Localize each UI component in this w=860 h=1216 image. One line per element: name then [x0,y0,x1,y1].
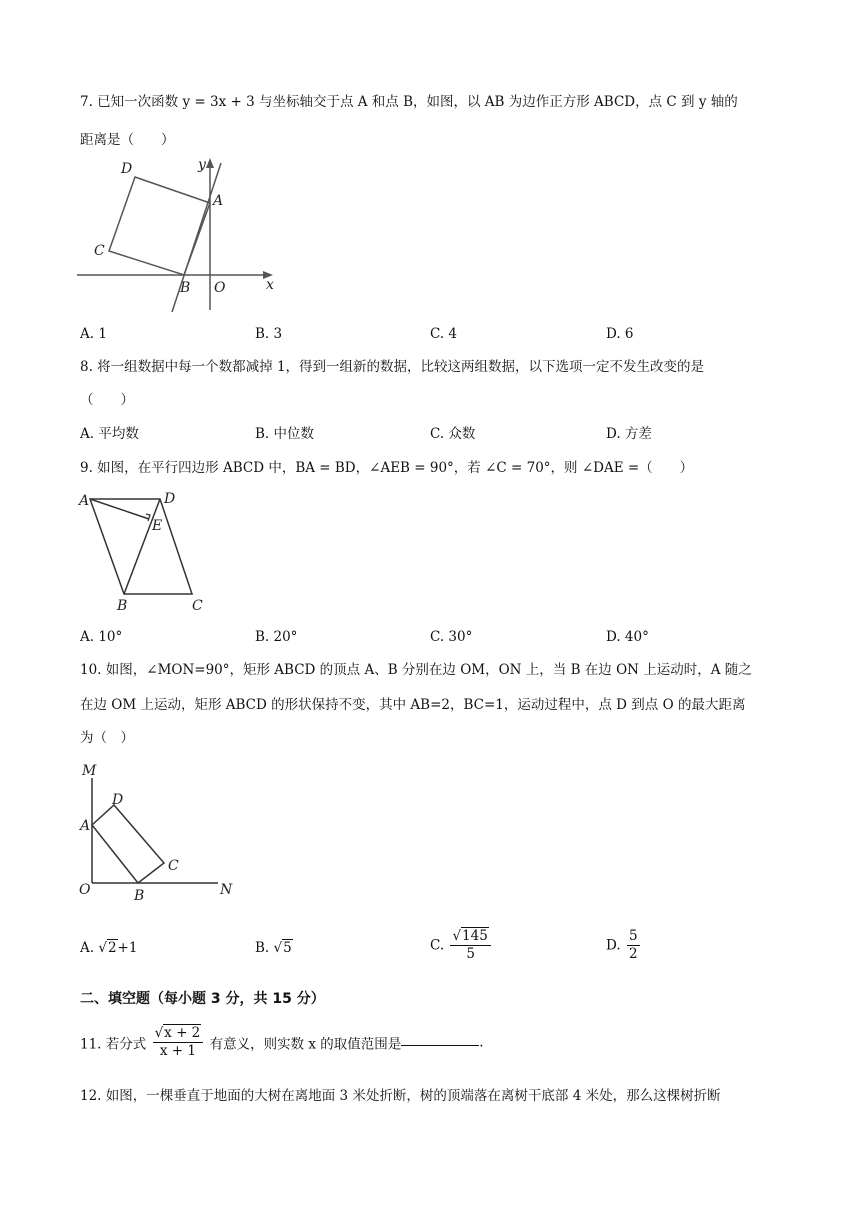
q7-figure [74,155,294,315]
q10-option-c-numerator: 145 [462,928,488,944]
q9-line1: 9. 如图，在平行四边形 ABCD 中，BA = BD，∠AEB = 90°，若 ∠C = 70°，则 ∠DAE =（ ） [80,460,694,476]
q10-label-B: B [134,888,145,904]
q8-option-c: C. 众数 [430,426,476,442]
q8-option-d: D. 方差 [606,426,652,442]
q8-line1: 8. 将一组数据中每一个数都减掉 1，得到一组新的数据，比较这两组数据，以下选项一定不发生改变的是 [80,359,705,375]
sqrt-icon: √ [98,940,107,956]
q11-prefix: 11. 若分式 [80,1036,147,1053]
answer-blank[interactable] [401,1031,479,1046]
q10-option-d-denominator: 2 [628,946,638,962]
q10-label-A: A [80,818,91,834]
q9-label-D: D [164,491,176,507]
q10-option-b [255,938,293,958]
q10-option-d [606,928,642,963]
q12-line1: 12. 如图，一棵垂直于地面的大树在离地面 3 米处折断，树的顶端落在离树干底部 4 米处，那么这棵树折断 [80,1088,721,1104]
q10-option-c-prefix: C. [430,937,445,954]
q10-label-C: C [168,858,179,874]
q10-option-a [80,938,137,958]
q10-label-M: M [82,763,97,779]
q7-line1: 7. 已知一次函数 y = 3x + 3 与坐标轴交于点 A 和点 B，如图，以 AB 为边作正方形 ABCD，点 C 到 y 轴的 [80,94,738,110]
q11-suffix: 有意义，则实数 x 的取值范围是 [209,1036,402,1053]
q10-option-c-fraction [450,928,490,963]
q10-option-c-denominator: 5 [466,946,475,962]
q10-option-a-prefix: A. [80,940,95,956]
q9-label-B: B [117,598,128,614]
q7-label-D: D [121,161,133,177]
q7-line2: 距离是（ ） [80,132,175,148]
q7-label-C: C [94,243,105,259]
q11-numerator: x + 2 [164,1025,201,1041]
q9-option-a: A. 10° [80,629,123,645]
q7-label-O: O [214,280,226,296]
q10-option-b-prefix: B. [255,940,270,956]
q10-option-d-prefix: D. [606,937,621,954]
q7-label-A: A [213,193,224,209]
q9-label-E: E [152,518,163,534]
q7-label-B: B [180,280,191,296]
q10-label-D: D [112,792,124,808]
q8-line2: （ ） [80,392,134,408]
q9-option-b: B. 20° [255,629,298,645]
q10-option-d-fraction [627,928,640,963]
q9-label-C: C [192,598,203,614]
q11-line [80,1025,484,1060]
sqrt-icon: √ [273,940,283,956]
q10-option-c [430,928,493,963]
q10-option-a-rest: +1 [117,940,138,956]
q10-line1: 10. 如图，∠MON=90°，矩形 ABCD 的顶点 A、B 分别在边 OM，ON 上，当 B 在边 ON 上运动时，A 随之 [80,662,752,678]
q8-option-b: B. 中位数 [255,426,315,442]
q7-label-x: x [266,277,274,293]
q7-option-c: C. 4 [430,326,458,342]
sqrt-icon: √ [452,928,462,944]
section-title: 二、填空题（每小题 3 分，共 15 分） [80,991,325,1007]
q8-option-a: A. 平均数 [80,426,139,442]
q7-option-b: B. 3 [255,326,283,342]
q9-figure [76,486,216,616]
q7-option-a: A. 1 [80,326,107,342]
sqrt-icon: √ [154,1025,164,1041]
q11-fraction [153,1025,204,1060]
q10-line2: 在边 OM 上运动，矩形 ABCD 的形状保持不变，其中 AB=2，BC=1，运动过程中，点 D 到点 O 的最大距离 [80,697,746,713]
q9-option-c: C. 30° [430,629,473,645]
q7-option-d: D. 6 [606,326,634,342]
q9-option-d: D. 40° [606,629,649,645]
q10-option-b-radicand: 5 [283,940,292,956]
q11-end: . [479,1034,484,1051]
q10-figure [76,760,246,910]
q9-label-A: A [79,493,90,509]
q10-option-a-radicand: 2 [107,940,117,956]
q7-label-y: y [198,157,206,173]
q11-denominator: x + 1 [159,1043,196,1059]
q10-label-N: N [220,882,233,898]
q10-option-d-numerator: 5 [628,928,638,944]
q10-label-O: O [79,882,91,898]
q10-line3: 为（ ） [80,730,134,746]
